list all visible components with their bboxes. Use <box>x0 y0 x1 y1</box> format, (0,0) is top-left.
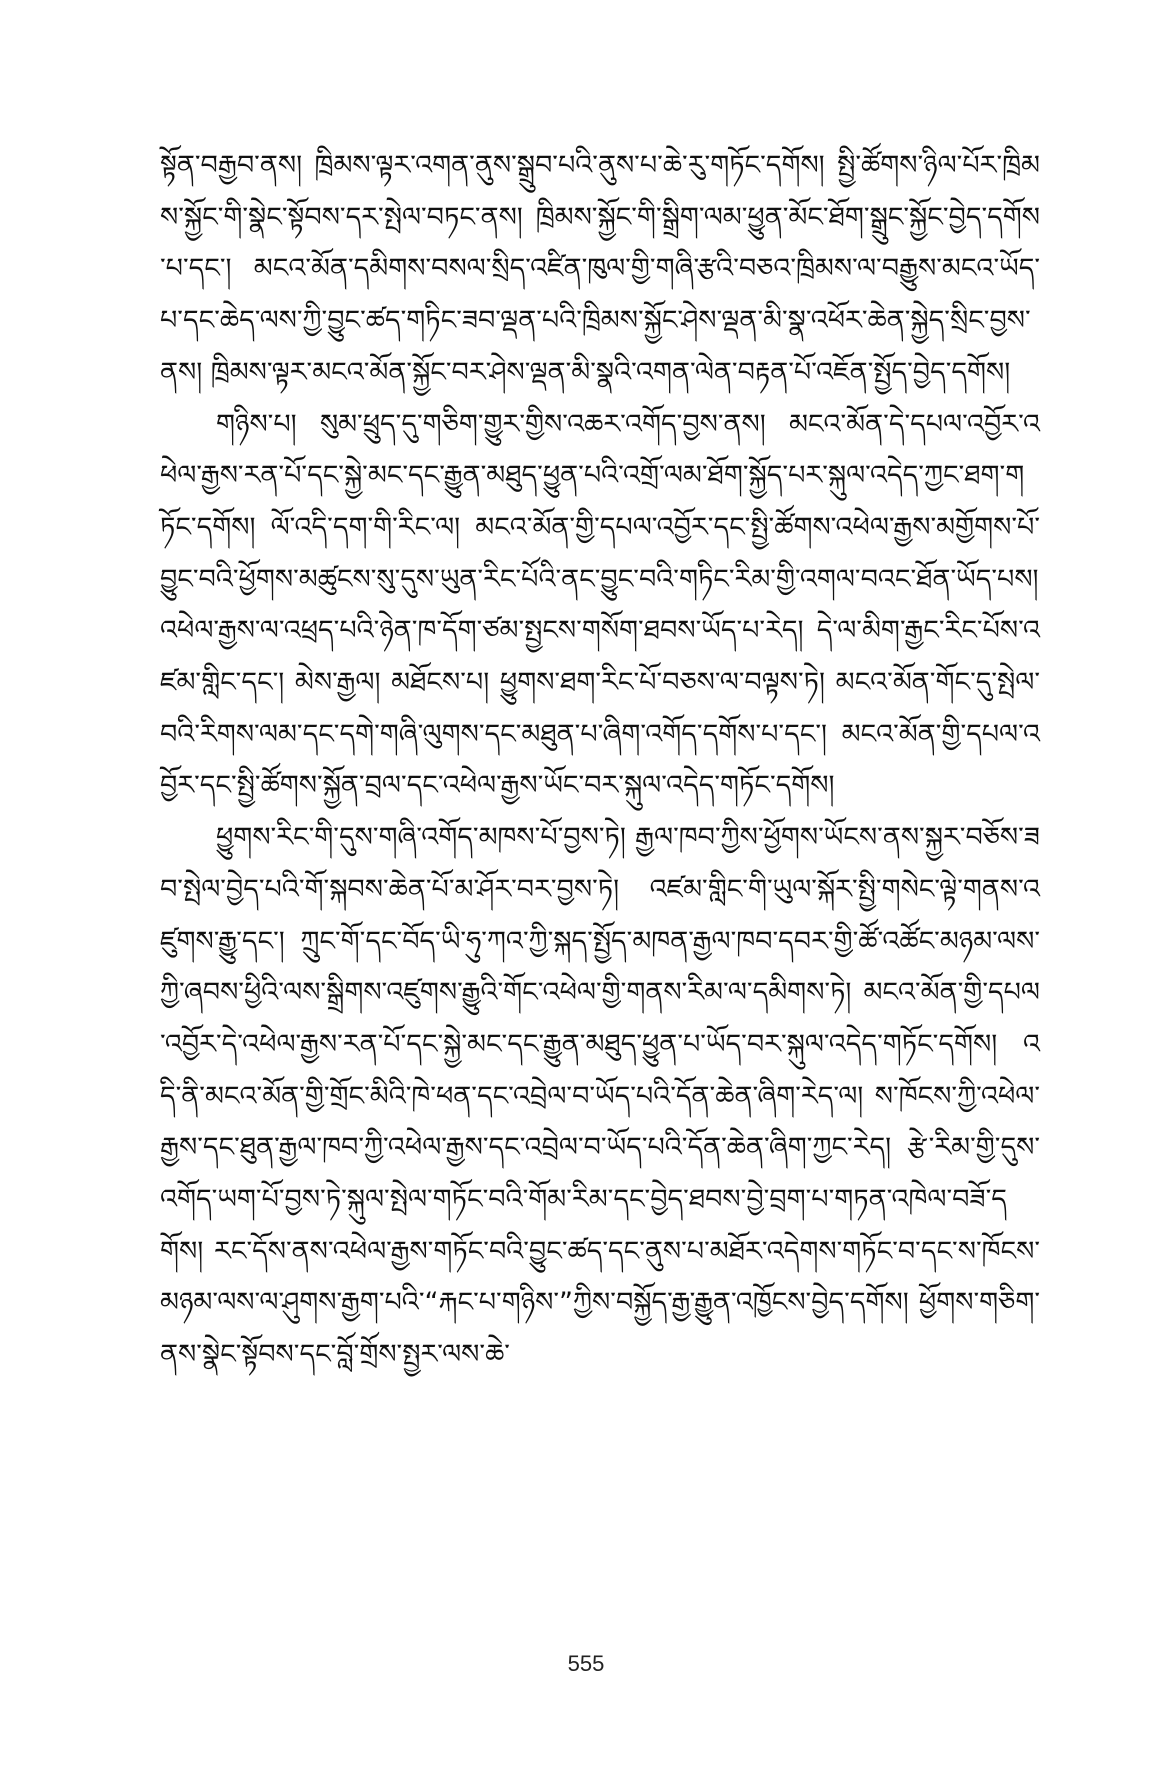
paragraph-2: གཉིས་པ། སུམ་ཕྲུད་དུ་གཅིག་གྱུར་གྱིས་འཆར་འགོད་བྱས་ནས། མངའ་མོན་དེ་དཔལ་འབྱོར་འཕེལ་རྒྱས་རན་པོ་དང་སྐྱེ་མང་དང་རྒྱུན་མཐུད་ཕྱུན་པའི་འགྲོ་ལམ་ཐོག་སྐྱོད་པར་སྐུལ་འདེད་ཀྱང་ཐག་གཏོང་དགོས། ལོ་འདི་དག་གི་རིང་ལ། མངའ་མོན་གྱི་དཔལ་འབྱོར་དང་སྤྱི་ཚོགས་འཕེལ་རྒྱས་མགྱོགས་པོ་བྱུང་བའི་ཕྱོགས་མཚུངས་སུ་དུས་ཡུན་རིང་པོའི་ནང་བྱུང་བའི་གཏིང་རིམ་གྱི་འགལ་བའང་ཐོན་ཡོད་པས། འཕེལ་རྒྱས་ལ་འཕྲད་པའི་ཉེན་ཁ་དོག་ཙམ་སྤྱངས་གསོག་ཐབས་ཡོད་པ་རེད། དེ་ལ་མིག་རྒྱང་རིང་པོས་འཛམ་གླིང་དང་། མེས་རྒྱལ། མཐོངས་པ། ཕྱུགས་ཐག་རིང་པོ་བཅས་ལ་བལྟས་ཏེ། མངའ་མོན་གོང་དུ་སྤེལ་བའི་རིགས་ལམ་དང་དགེ་གཞི་ལུགས་དང་མཐུན་པ་ཞིག་འགོད་དགོས་པ་དང་། མངའ་མོན་གྱི་དཔལ་འབྱོར་དང་སྤྱི་ཚོགས་སྐྱོན་བྲལ་དང་འཕེལ་རྒྱས་ཡོང་བར་སྐུལ་འདེད་གཏོང་དགོས། <box>160 408 1040 802</box>
page-number: 555 <box>567 1651 605 1676</box>
body-text <box>160 140 1040 1381</box>
paragraph-3: ཕྱུགས་རིང་གི་དུས་གཞི་འགོད་མཁས་པོ་བྱས་ཏེ། རྒྱལ་ཁབ་ཀྱིས་ཕྱོགས་ཡོངས་ནས་སྐྱར་བཅོས་ཟབ་སྤེལ་བྱེད་པའི་གོ་སྐབས་ཆེན་པོ་མ་ཤོར་བར་བྱས་ཏེ། འཛམ་གླིང་གི་ཡུལ་སྐོར་སྤྱི་གསེང་ལྟེ་གནས་འཛུགས་རྒྱུ་དང་། ཀྲུང་གོ་དང་བོད་ཡི་ཧུ་ཀའ་ཀྱི་སྐད་སྤྱོད་མཁན་རྒྱལ་ཁབ་དབར་གྱི་ཚོ་འཚོང་མཉམ་ལས་ཀྱི་ཞབས་ཕྱིའི་ལས་སྒྲིགས་འཛུགས་རྒྱུའི་གོང་འཕེལ་གྱི་གནས་རིམ་ལ་དམིགས་ཏེ། མངའ་མོན་གྱི་དཔལ་འབྱོར་དེ་འཕེལ་རྒྱས་རན་པོ་དང་སྐྱེ་མང་དང་རྒྱུན་མཐུད་ཕྱུན་པ་ཡོད་བར་སྐུལ་འདེད་གཏོང་དགོས། འདི་ནི་མངའ་མོན་གྱི་གྲོང་མིའི་ཁེ་ཕན་དང་འབྲེལ་བ་ཡོད་པའི་དོན་ཆེན་ཞིག་རེད་ལ། ས་ཁོངས་ཀྱི་འཕེལ་རྒྱས་དང་ཐུན་རྒྱལ་ཁབ་ཀྱི་འཕེལ་རྒྱས་དང་འབྲེལ་བ་ཡོད་པའི་དོན་ཆེན་ཞིག་ཀྱང་རེད། རྩེ་རིམ་གྱི་དུས་འགོད་ཡག་པོ་བྱས་ཏེ་སྐུལ་སྤེལ་གཏོང་བའི་གོམ་རིམ་དང་བྱེད་ཐབས་བྱེ་བྲག་པ་གཏན་འཁེལ་བཟོ་དགོས། རང་དོས་ནས་འཕེལ་རྒྱས་གཏོང་བའི་བྱུང་ཚད་དང་ནུས་པ་མཐོར་འདེགས་གཏོང་བ་དང་ས་ཁོངས་མཉམ་ལས་ལ་ཤུགས་རྒྱག་པའི་“རྐང་པ་གཉིས་”ཀྱིས་བསྐྱོད་རྒྱ་རྒྱུན་འཁྱོངས་བྱེད་དགོས། ཕྱོགས་གཅིག་ནས་སྣེང་སྟོབས་དང་བློ་གྲོས་སྤྱར་ལས་ཆེ་ <box>160 822 1040 1371</box>
paragraph-1: སྟོན་བརྒྱབ་ནས། ཁྲིམས་ལྟར་འགན་ནུས་སྒྲུབ་པའི་ནུས་པ་ཆེ་རུ་གཏོང་དགོས། སྤྱི་ཚོགས་ཉིལ་པོར་ཁྲིམས་སྐྱོང་གི་སྣེང་སྟོབས་དར་སྤེལ་བཏང་ནས། ཁྲིམས་སྐྱོང་གི་སྒྲིག་ལམ་ཕྱུན་མོང་ཐོག་སྒྲུང་སྐྱོང་བྱེད་དགོས་པ་དང་། མངའ་མོན་དམིགས་བསལ་སྲིད་འཛིན་ཁུལ་གྱི་གཞི་རྩའི་བཅའ་ཁྲིམས་ལ་བརྒྱུས་མངའ་ཡོད་པ་དང་ཆེད་ལས་ཀྱི་བྱུང་ཚད་གཏིང་ཟབ་ལྡན་པའི་ཁྲིམས་སྐྱོང་ཤེས་ལྡན་མི་སྣ་འཕོར་ཆེན་སྐྱེད་སྲིང་བྱས་ནས། ཁྲིམས་ལྟར་མངའ་མོན་སྐྱོང་བར་ཤེས་ལྡན་མི་སྣའི་འགན་ལེན་བརྟན་པོ་འཇོན་སྤྱོད་བྱེད་དགོས། <box>160 150 1040 388</box>
